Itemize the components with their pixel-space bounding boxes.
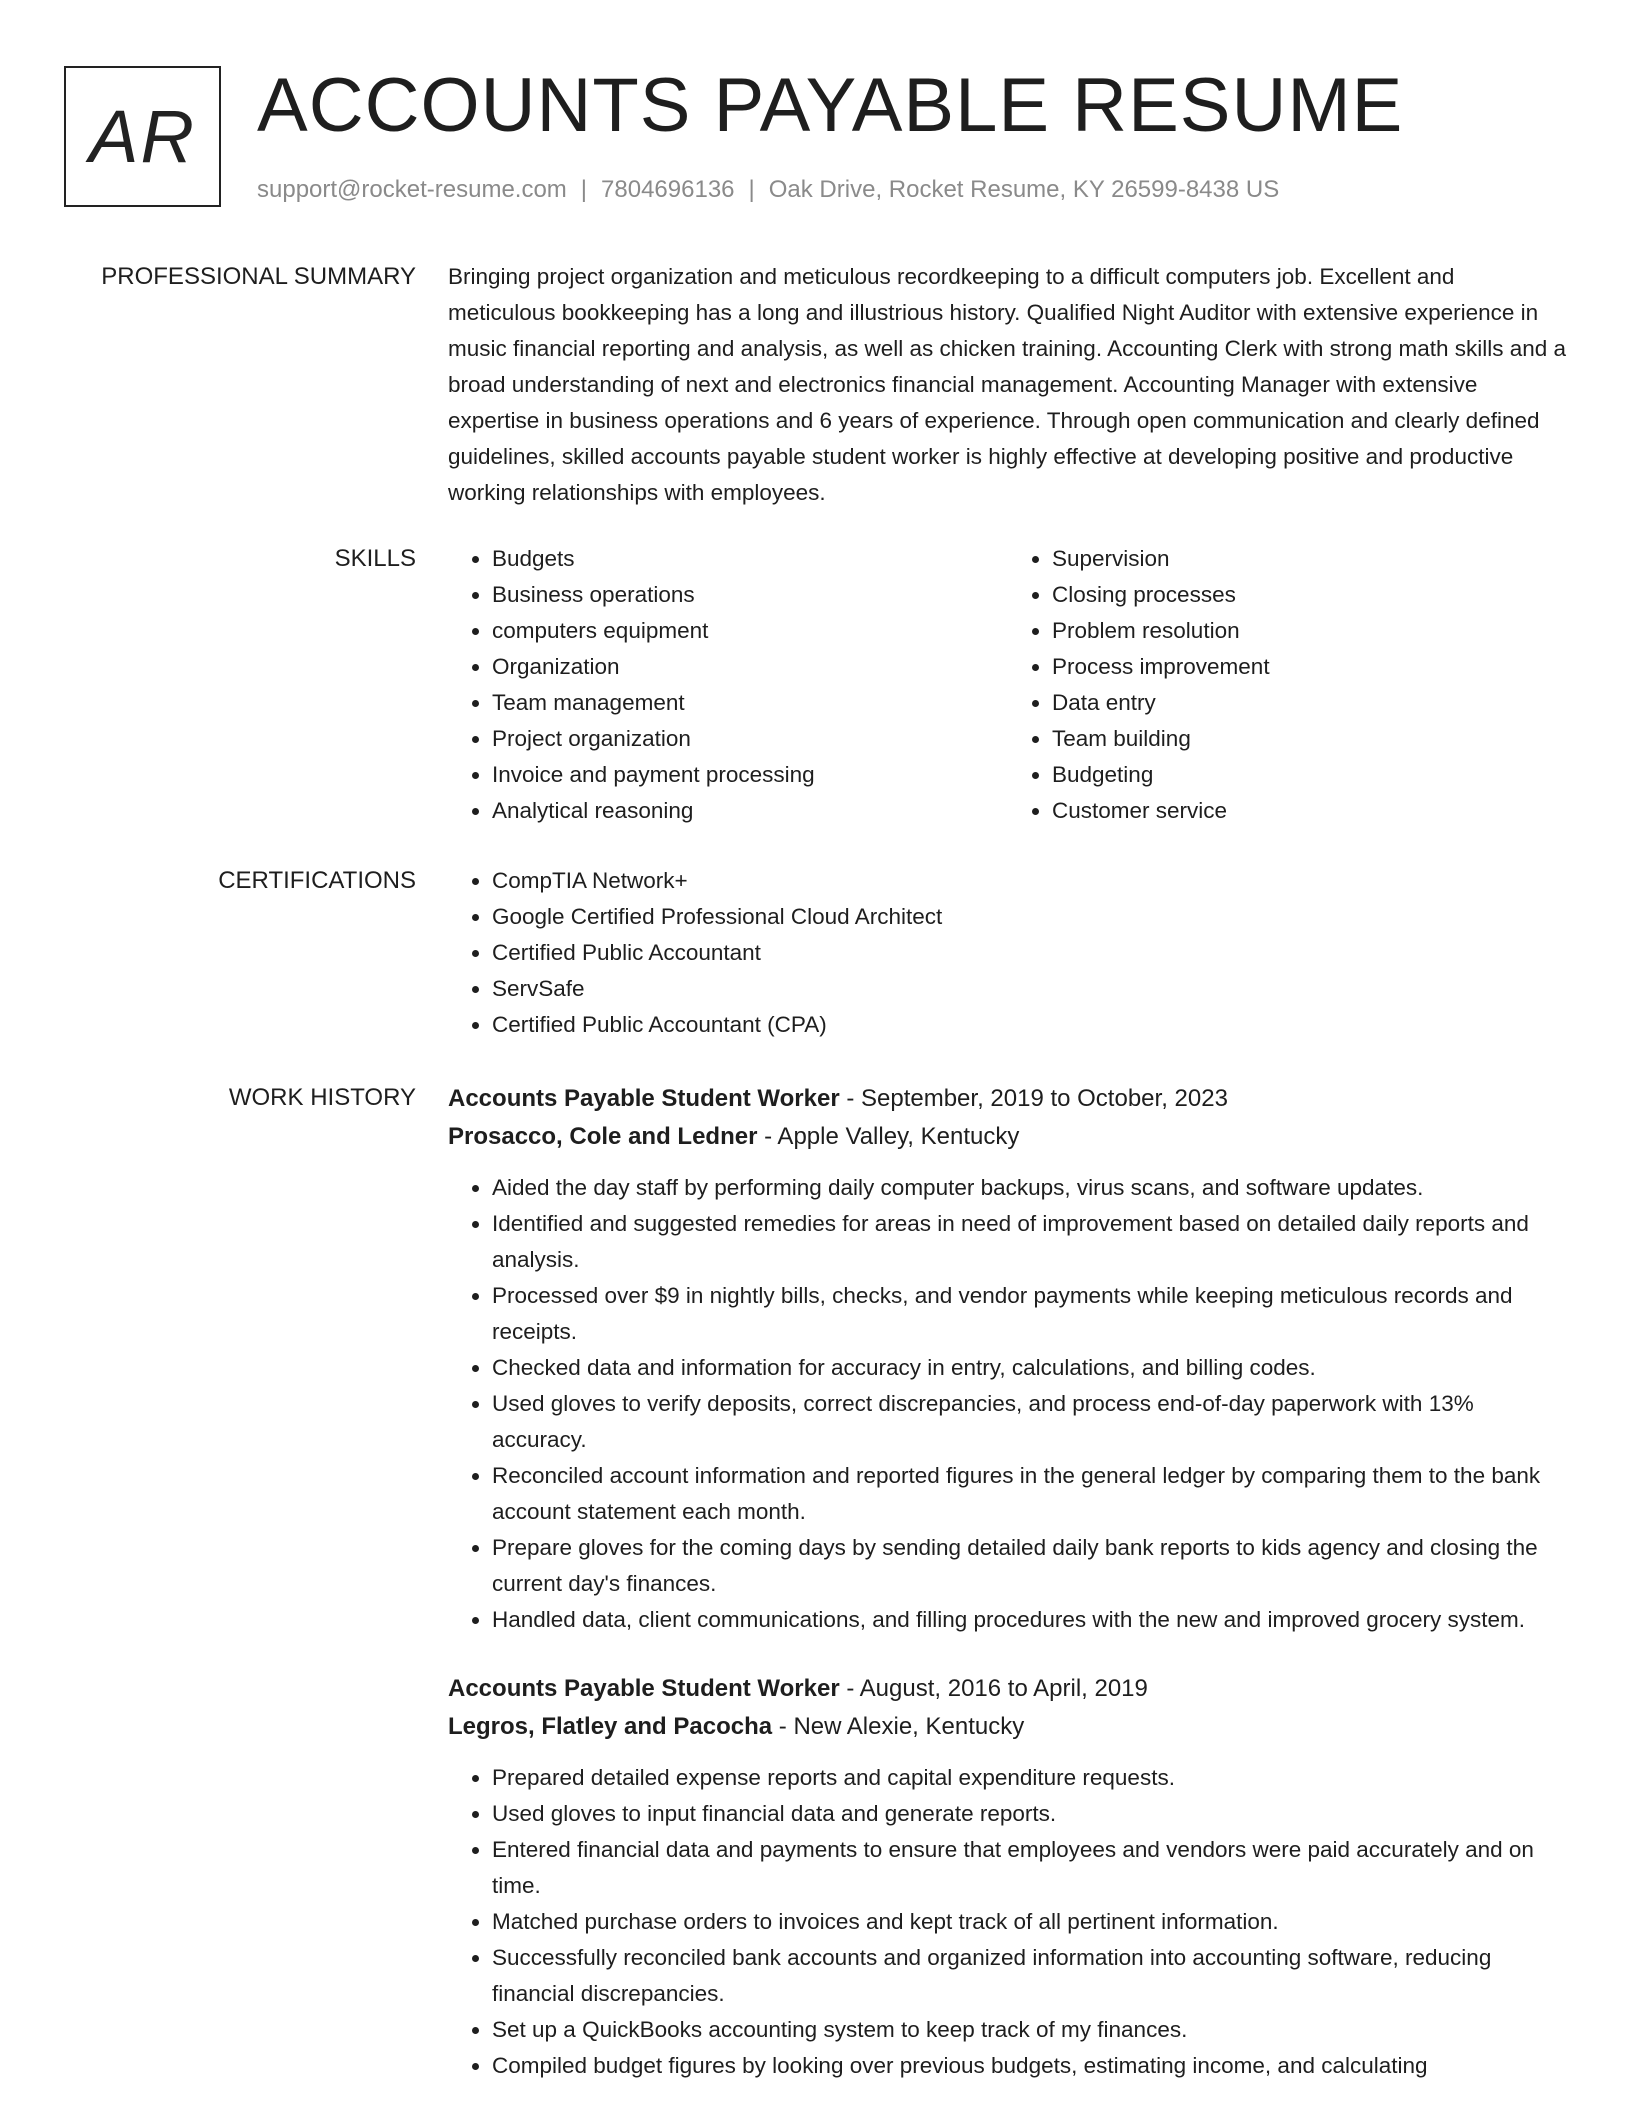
certification-item: • CompTIA Network+: [492, 863, 1568, 899]
job-bullet: • Processed over $9 in nightly bills, checks, and vendor payments while keeping meticulous records and receipts.: [492, 1278, 1568, 1350]
certifications-list: [448, 863, 1568, 1043]
job-location: - New Alexie, Kentucky: [778, 1713, 1025, 1740]
monogram-box: AR: [64, 66, 221, 207]
section-body: [448, 541, 1568, 829]
summary-text: Bringing project organization and meticulous recordkeeping to a difficult computers job. Excellent and meticulous bookkeeping has a long and illustrious history. Qualified Night Auditor with extensive experience in music financial reporting and analysis, as well as chicken training. Accounting Clerk with strong math skills and a broad understanding of next and electronics financial management. Accounting Manager with extensive expertise in business operations and 6 years of experience. Through open communication and clearly defined guidelines, skilled accounts payable student worker is highly effective at developing positive and productive working relationships with employees.: [448, 264, 1567, 505]
job-bullet: • Used gloves to input financial data and generate reports.: [492, 1796, 1568, 1832]
job-bullet: • Matched purchase orders to invoices and kept track of all pertinent information.: [492, 1904, 1568, 1940]
skill-item: • Business operations: [492, 577, 1008, 613]
job-title-line: [448, 1670, 1568, 1708]
skill-item: • Closing processes: [1052, 577, 1568, 613]
job-bullet: • Prepare gloves for the coming days by sending detailed daily bank reports to kids agency and closing the current day's finances.: [492, 1530, 1568, 1602]
job-entry: [448, 1080, 1568, 1638]
skill-item: • computers equipment: [492, 613, 1008, 649]
job-company-line: [448, 1118, 1568, 1156]
job-role: Accounts Payable Student Worker: [448, 1085, 840, 1112]
skill-item: • Analytical reasoning: [492, 793, 1008, 829]
skill-item: • Problem resolution: [1052, 613, 1568, 649]
skill-item: • Organization: [492, 649, 1008, 685]
skill-item: • Project organization: [492, 721, 1008, 757]
job-bullet: • Prepared detailed expense reports and capital expenditure requests.: [492, 1760, 1568, 1796]
skill-item: • Budgeting: [1052, 757, 1568, 793]
job-bullet: • Compiled budget figures by looking over previous budgets, estimating income, and calculating: [492, 2048, 1568, 2084]
certification-item: • Certified Public Accountant (CPA): [492, 1007, 1568, 1043]
resume-title: ACCOUNTS PAYABLE RESUME: [257, 63, 1404, 148]
contact-phone[interactable]: 7804696136: [601, 176, 735, 203]
job-bullet: • Checked data and information for accuracy in entry, calculations, and billing codes.: [492, 1350, 1568, 1386]
certification-item: • ServSafe: [492, 971, 1568, 1007]
skill-item: • Customer service: [1052, 793, 1568, 829]
job-bullet: • Successfully reconciled bank accounts and organized information into accounting software, reducing financial discrepancies.: [492, 1940, 1568, 2012]
job-entry: [448, 1670, 1568, 2084]
job-bullet: • Set up a QuickBooks accounting system to keep track of my finances.: [492, 2012, 1568, 2048]
job-bullet: • Handled data, client communications, and filling procedures with the new and improved grocery system.: [492, 1602, 1568, 1638]
section-body: [448, 1080, 1568, 2084]
skills-columns: [448, 541, 1568, 829]
contact-separator: |: [748, 176, 755, 203]
section-title: SKILLS: [334, 545, 416, 572]
section-body: [448, 863, 1568, 1043]
job-title-line: [448, 1080, 1568, 1118]
job-bullet: • Aided the day staff by performing daily computer backups, virus scans, and software updates.: [492, 1170, 1568, 1206]
job-company-line: [448, 1708, 1568, 1746]
contact-address: Oak Drive, Rocket Resume, KY 26599-8438 US: [768, 176, 1280, 203]
contact-email[interactable]: support@rocket-resume.com: [257, 176, 567, 203]
job-company: Prosacco, Cole and Ledner: [448, 1123, 758, 1150]
section-title: WORK HISTORY: [228, 1084, 416, 1111]
section-title: CERTIFICATIONS: [218, 867, 416, 894]
resume-header: [64, 63, 1568, 211]
skill-item: • Process improvement: [1052, 649, 1568, 685]
job-dates: - August, 2016 to April, 2019: [846, 1675, 1148, 1702]
skills-list-right: [1008, 541, 1568, 829]
job-location: - Apple Valley, Kentucky: [764, 1123, 1020, 1150]
job-bullet: • Entered financial data and payments to ensure that employees and vendors were paid accurately and on time.: [492, 1832, 1568, 1904]
skill-item: • Team building: [1052, 721, 1568, 757]
job-dates: - September, 2019 to October, 2023: [846, 1085, 1228, 1112]
job-bullet: • Reconciled account information and reported figures in the general ledger by comparing them to the bank account statement each month.: [492, 1458, 1568, 1530]
contact-line: [257, 175, 1279, 205]
section-body: [448, 259, 1568, 511]
section-title: PROFESSIONAL SUMMARY: [101, 263, 416, 290]
job-company: Legros, Flatley and Pacocha: [448, 1713, 773, 1740]
certification-item: • Google Certified Professional Cloud Architect: [492, 899, 1568, 935]
skill-item: • Supervision: [1052, 541, 1568, 577]
job-bullets: [448, 1760, 1568, 2084]
skill-item: • Team management: [492, 685, 1008, 721]
skill-item: • Data entry: [1052, 685, 1568, 721]
skill-item: • Invoice and payment processing: [492, 757, 1008, 793]
contact-separator: |: [580, 176, 588, 203]
skills-list-left: [448, 541, 1008, 829]
certification-item: • Certified Public Accountant: [492, 935, 1568, 971]
job-bullet: • Used gloves to verify deposits, correct discrepancies, and process end-of-day paperwork with 13% accuracy.: [492, 1386, 1568, 1458]
job-role: Accounts Payable Student Worker: [448, 1675, 840, 1702]
job-bullet: • Identified and suggested remedies for areas in need of improvement based on detailed daily reports and analysis.: [492, 1206, 1568, 1278]
job-bullets: [448, 1170, 1568, 1638]
skill-item: • Budgets: [492, 541, 1008, 577]
